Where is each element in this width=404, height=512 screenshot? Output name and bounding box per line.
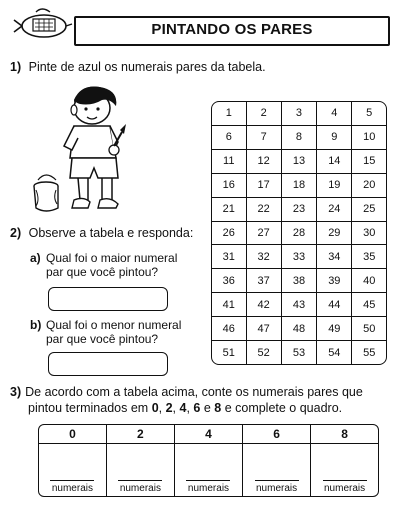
grid-cell[interactable]: 37 — [246, 269, 281, 293]
answer-2a-input[interactable] — [48, 287, 168, 311]
digit-4: 4 — [179, 401, 187, 415]
grid-cell[interactable]: 11 — [212, 149, 246, 173]
grid-cell[interactable]: 22 — [246, 197, 281, 221]
question-3-line2 — [10, 400, 363, 416]
grid-row — [212, 293, 386, 317]
grid-cell[interactable]: 42 — [246, 293, 281, 317]
grid-cell[interactable]: 10 — [352, 125, 386, 149]
answer-2b-input[interactable] — [48, 352, 168, 376]
unit-label: numerais — [323, 483, 366, 494]
question-2b — [30, 318, 181, 346]
grid-cell[interactable]: 51 — [212, 341, 246, 364]
digit-8: 8 — [214, 401, 222, 415]
question-1-text: Pinte de azul os numerais pares da tabela. — [28, 60, 266, 74]
grid-row — [212, 341, 386, 364]
question-2b-letter: b) — [30, 318, 42, 332]
grid-cell[interactable]: 25 — [352, 197, 386, 221]
endings-cell-4[interactable] — [174, 444, 242, 497]
grid-cell[interactable]: 31 — [212, 245, 246, 269]
endings-header-6: 6 — [243, 425, 311, 444]
endings-table — [38, 424, 379, 497]
grid-cell[interactable]: 36 — [212, 269, 246, 293]
grid-cell[interactable]: 53 — [281, 341, 316, 364]
answer-blank[interactable] — [255, 468, 299, 481]
endings-header-2: 2 — [106, 425, 174, 444]
grid-cell[interactable]: 45 — [352, 293, 386, 317]
endings-header-0: 0 — [39, 425, 106, 444]
grid-cell[interactable]: 12 — [246, 149, 281, 173]
grid-cell[interactable]: 34 — [317, 245, 352, 269]
question-2a — [30, 251, 177, 279]
grid-cell[interactable]: 50 — [352, 317, 386, 341]
grid-cell[interactable]: 16 — [212, 173, 246, 197]
grid-cell[interactable]: 19 — [317, 173, 352, 197]
grid-row — [212, 125, 386, 149]
grid-cell[interactable]: 13 — [281, 149, 316, 173]
question-2-text: Observe a tabela e responda: — [28, 226, 194, 240]
grid-cell[interactable]: 32 — [246, 245, 281, 269]
endings-cell-0[interactable] — [39, 444, 106, 497]
grid-cell[interactable]: 24 — [317, 197, 352, 221]
sep: e — [200, 401, 215, 415]
endings-header-4: 4 — [174, 425, 242, 444]
answer-blank[interactable] — [323, 468, 367, 481]
grid-cell[interactable]: 48 — [281, 317, 316, 341]
question-2a-line1: Qual foi o maior numeral — [46, 251, 178, 265]
grid-cell[interactable]: 44 — [317, 293, 352, 317]
answer-blank[interactable] — [118, 468, 162, 481]
digit-0: 0 — [151, 401, 159, 415]
grid-cell[interactable]: 9 — [317, 125, 352, 149]
digit-2: 2 — [165, 401, 173, 415]
grid-cell[interactable]: 55 — [352, 341, 386, 364]
unit-label: numerais — [187, 483, 230, 494]
grid-row — [212, 102, 386, 125]
grid-row — [212, 269, 386, 293]
grid-row — [212, 317, 386, 341]
grid-cell[interactable]: 38 — [281, 269, 316, 293]
grid-cell[interactable]: 3 — [281, 102, 316, 125]
grid-cell[interactable]: 52 — [246, 341, 281, 364]
grid-row — [212, 221, 386, 245]
grid-cell[interactable]: 47 — [246, 317, 281, 341]
grid-cell[interactable]: 6 — [212, 125, 246, 149]
digit-6: 6 — [193, 401, 201, 415]
grid-cell[interactable]: 7 — [246, 125, 281, 149]
grid-cell[interactable]: 20 — [352, 173, 386, 197]
grid-cell[interactable]: 21 — [212, 197, 246, 221]
sep: , — [186, 401, 194, 415]
grid-cell[interactable]: 2 — [246, 102, 281, 125]
question-2-number: 2) — [10, 226, 22, 240]
unit-label: numerais — [256, 483, 298, 494]
question-2 — [10, 226, 193, 240]
grid-cell[interactable]: 5 — [352, 102, 386, 125]
q3-prefix: pintou terminados em — [28, 401, 152, 415]
grid-cell[interactable]: 26 — [212, 221, 246, 245]
grid-cell[interactable]: 4 — [317, 102, 352, 125]
endings-header-8: 8 — [311, 425, 378, 444]
q3-suffix: e complete o quadro. — [221, 401, 343, 415]
grid-cell[interactable]: 33 — [281, 245, 316, 269]
grid-row — [212, 149, 386, 173]
grid-cell[interactable]: 14 — [317, 149, 352, 173]
question-3-number: 3) — [10, 385, 22, 399]
grid-cell[interactable]: 8 — [281, 125, 316, 149]
grid-cell[interactable]: 43 — [281, 293, 316, 317]
boy-painting-illustration — [30, 80, 150, 220]
grid-cell[interactable]: 40 — [352, 269, 386, 293]
grid-cell[interactable]: 49 — [317, 317, 352, 341]
grid-row — [212, 173, 386, 197]
question-1-number: 1) — [10, 60, 22, 74]
question-1 — [10, 60, 266, 74]
school-logo-icon — [8, 6, 74, 42]
question-2a-letter: a) — [30, 251, 41, 265]
grid-cell[interactable]: 46 — [212, 317, 246, 341]
question-2a-line2: par que você pintou? — [46, 265, 159, 279]
grid-cell[interactable]: 41 — [212, 293, 246, 317]
grid-cell[interactable]: 28 — [281, 221, 316, 245]
unit-label: numerais — [119, 483, 161, 494]
answer-blank[interactable] — [186, 468, 230, 481]
grid-cell[interactable]: 35 — [352, 245, 386, 269]
page-title: PINTANDO OS PARES — [151, 21, 313, 38]
grid-cell[interactable]: 17 — [246, 173, 281, 197]
grid-cell[interactable]: 54 — [317, 341, 352, 364]
answer-blank[interactable] — [50, 468, 94, 481]
question-3-line1: De acordo com a tabela acima, conte os numerais pares que — [25, 385, 363, 399]
grid-cell[interactable]: 18 — [281, 173, 316, 197]
grid-cell[interactable]: 1 — [212, 102, 246, 125]
grid-cell[interactable]: 15 — [352, 149, 386, 173]
question-2b-line1: Qual foi o menor numeral — [46, 318, 182, 332]
grid-cell[interactable]: 29 — [317, 221, 352, 245]
endings-cell-8[interactable] — [311, 444, 378, 497]
sep: , — [172, 401, 180, 415]
question-2b-line2: par que você pintou? — [46, 332, 159, 346]
endings-cell-6[interactable] — [243, 444, 311, 497]
grid-cell[interactable]: 39 — [317, 269, 352, 293]
number-grid — [211, 101, 387, 365]
grid-row — [212, 197, 386, 221]
grid-cell[interactable]: 23 — [281, 197, 316, 221]
unit-label: numerais — [51, 483, 93, 494]
grid-cell[interactable]: 30 — [352, 221, 386, 245]
title-banner — [74, 16, 390, 46]
grid-row — [212, 245, 386, 269]
sep: , — [158, 401, 166, 415]
grid-cell[interactable]: 27 — [246, 221, 281, 245]
question-3 — [10, 384, 363, 416]
endings-cell-2[interactable] — [106, 444, 174, 497]
